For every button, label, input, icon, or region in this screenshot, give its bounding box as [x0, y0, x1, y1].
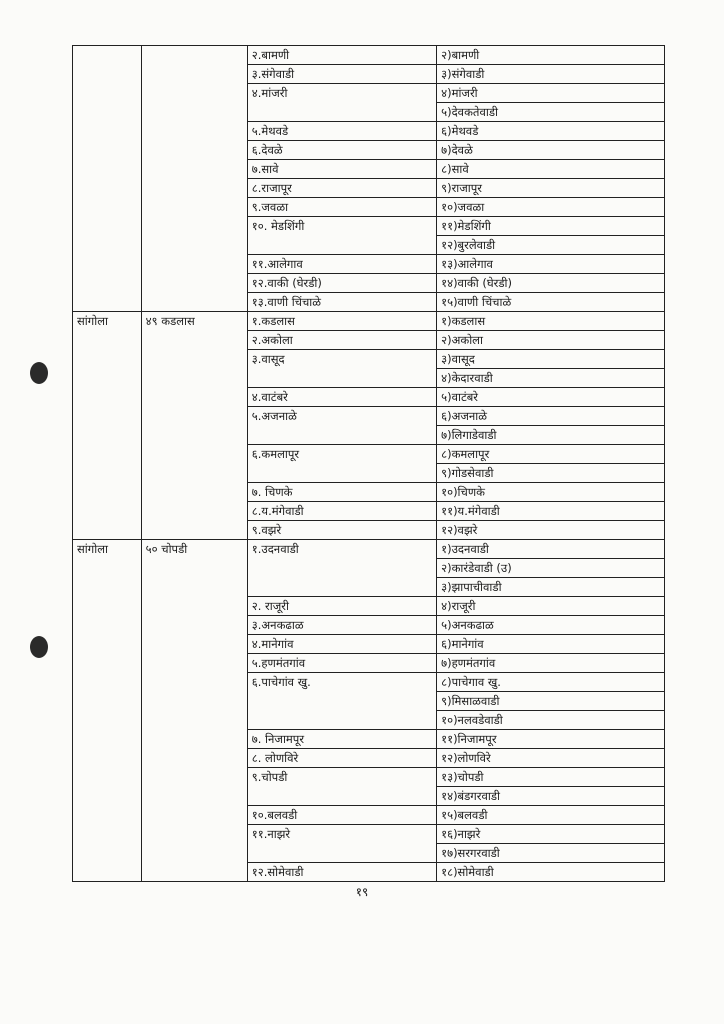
main-village-cell: ४.वाटंबरे [247, 388, 436, 407]
village-cell: १०)चिणके [437, 483, 665, 502]
village-cell: ९)गोडसेवाडी [437, 464, 665, 483]
village-cell: ७)देवळे [437, 141, 665, 160]
main-village-cell: ४.मांजरी [247, 84, 436, 122]
main-village-cell: ६.देवळे [247, 141, 436, 160]
main-village-cell: ९.चोपडी [247, 768, 436, 806]
table-row [73, 312, 665, 331]
village-cell: ५)वाटंबरे [437, 388, 665, 407]
village-cell: १३)आलेगाव [437, 255, 665, 274]
main-village-cell: २. राजूरी [247, 597, 436, 616]
village-cell: ४)केदारवाडी [437, 369, 665, 388]
main-village-cell: ३.वासूद [247, 350, 436, 388]
main-village-cell: ५.हणमंतगांव [247, 654, 436, 673]
taluka-cell: सांगोला [73, 540, 142, 882]
village-cell: ५)अनकढाळ [437, 616, 665, 635]
village-table-body [73, 46, 665, 882]
taluka-cell [73, 46, 142, 312]
village-cell: १)उदनवाडी [437, 540, 665, 559]
main-village-cell: १०.बलवडी [247, 806, 436, 825]
main-village-cell: १३.वाणी चिंचाळे [247, 293, 436, 312]
village-cell: ८)सावे [437, 160, 665, 179]
main-village-cell: ७. निजामपूर [247, 730, 436, 749]
village-cell: ११)निजामपूर [437, 730, 665, 749]
village-cell: १८)सोमेवाडी [437, 863, 665, 882]
main-village-cell: ३.संगेवाडी [247, 65, 436, 84]
main-village-cell: १०. मेडशिंगी [247, 217, 436, 255]
village-cell: १)कडलास [437, 312, 665, 331]
main-village-cell: ७. चिणके [247, 483, 436, 502]
village-cell: १५)वाणी चिंचाळे [437, 293, 665, 312]
main-village-cell: १.कडलास [247, 312, 436, 331]
village-cell: २)कारंडेवाडी (उ) [437, 559, 665, 578]
main-village-cell: ८.य.मंगेवाडी [247, 502, 436, 521]
main-village-cell: ३.अनकढाळ [247, 616, 436, 635]
village-cell: २)अकोला [437, 331, 665, 350]
group-cell: ४९ कडलास [141, 312, 247, 540]
village-cell: १४)वाकी (घेरडी) [437, 274, 665, 293]
taluka-cell: सांगोला [73, 312, 142, 540]
main-village-cell: ६.कमलापूर [247, 445, 436, 483]
village-cell: ६)अजनाळे [437, 407, 665, 426]
group-cell [141, 46, 247, 312]
main-village-cell: ७.सावे [247, 160, 436, 179]
village-cell: ५)देवकतेवाडी [437, 103, 665, 122]
main-village-cell: २.बामणी [247, 46, 436, 65]
page-number: १९ [355, 885, 369, 899]
village-cell: ९)मिसाळवाडी [437, 692, 665, 711]
village-cell: ९)राजापूर [437, 179, 665, 198]
village-cell: १२)बुरलेवाडी [437, 236, 665, 255]
village-cell: २)बामणी [437, 46, 665, 65]
village-cell: १३)चोपडी [437, 768, 665, 787]
village-cell: ११)मेडशिंगी [437, 217, 665, 236]
main-village-cell: ८. लोणविरे [247, 749, 436, 768]
main-village-cell: १२.सोमेवाडी [247, 863, 436, 882]
village-cell: ८)पाचेगाव खु. [437, 673, 665, 692]
village-cell: १२)लोणविरे [437, 749, 665, 768]
village-table [72, 45, 665, 882]
village-cell: १२)वझरे [437, 521, 665, 540]
village-cell: १६)नाझरे [437, 825, 665, 844]
group-cell: ५० चोपडी [141, 540, 247, 882]
village-cell: ३)वासूद [437, 350, 665, 369]
main-village-cell: ९.जवळा [247, 198, 436, 217]
punch-hole [30, 636, 48, 658]
village-cell: ८)कमलापूर [437, 445, 665, 464]
punch-hole [30, 362, 48, 384]
table-row [73, 46, 665, 65]
main-village-cell: ६.पाचेगांव खु. [247, 673, 436, 730]
main-village-cell: ९.वझरे [247, 521, 436, 540]
main-village-cell: ५.मेथवडे [247, 122, 436, 141]
main-village-cell: ५.अजनाळे [247, 407, 436, 445]
village-cell: १०)नलवडेवाडी [437, 711, 665, 730]
village-cell: ४)राजूरी [437, 597, 665, 616]
main-village-cell: ८.राजापूर [247, 179, 436, 198]
village-cell: ६)मेथवडे [437, 122, 665, 141]
village-cell: ७)लिगाडेवाडी [437, 426, 665, 445]
main-village-cell: १.उदनवाडी [247, 540, 436, 597]
main-village-cell: ११.नाझरे [247, 825, 436, 863]
table-row [73, 540, 665, 559]
main-village-cell: ४.मानेगांव [247, 635, 436, 654]
main-village-cell: १२.वाकी (घेरडी) [247, 274, 436, 293]
main-village-cell: २.अकोला [247, 331, 436, 350]
village-cell: १४)बंडगरवाडी [437, 787, 665, 806]
village-cell: ४)मांजरी [437, 84, 665, 103]
village-cell: ११)य.मंगेवाडी [437, 502, 665, 521]
village-cell: १७)सरगरवाडी [437, 844, 665, 863]
village-cell: १०)जवळा [437, 198, 665, 217]
village-cell: १५)बलवडी [437, 806, 665, 825]
village-cell: ३)झापाचीवाडी [437, 578, 665, 597]
main-village-cell: ११.आलेगाव [247, 255, 436, 274]
village-cell: ७)हणमंतगांव [437, 654, 665, 673]
village-cell: ६)मानेगांव [437, 635, 665, 654]
village-cell: ३)संगेवाडी [437, 65, 665, 84]
